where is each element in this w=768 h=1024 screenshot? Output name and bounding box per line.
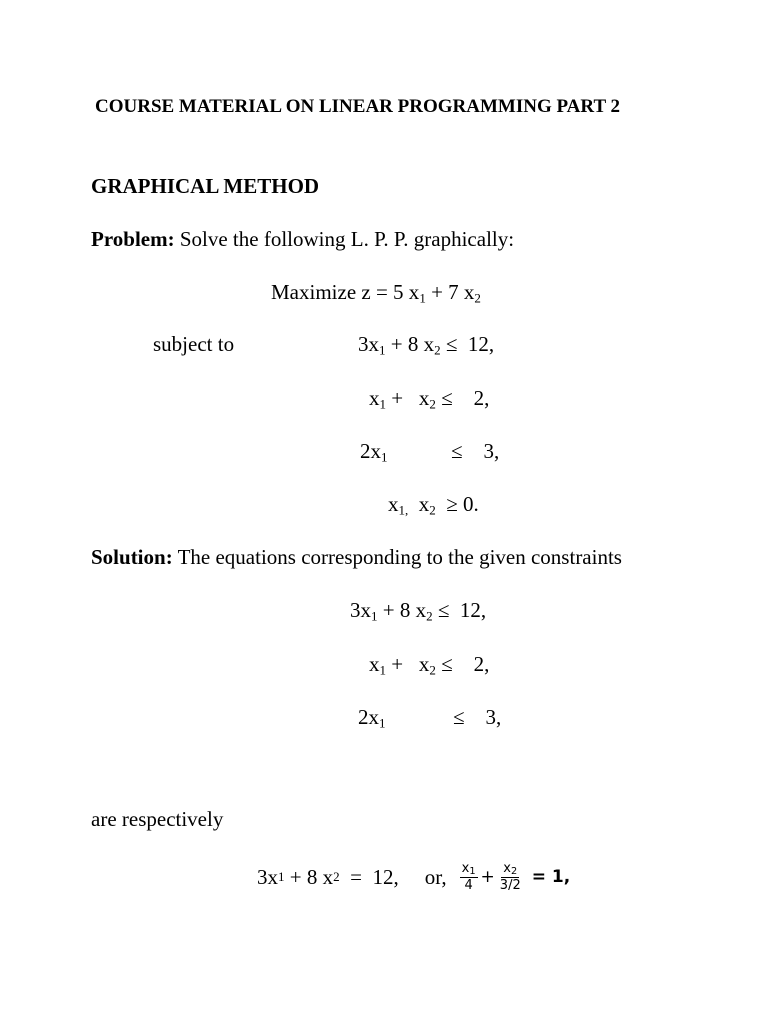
constraint-sub: 1 — [379, 715, 386, 731]
constraint-3 — [360, 439, 388, 465]
constraint-sub: 1 — [379, 342, 386, 358]
constraint-term: + 8 x — [377, 598, 427, 622]
fraction-numerator: x — [461, 860, 470, 876]
solution-constraint-1 — [350, 598, 487, 624]
plus-sign: + — [480, 866, 495, 887]
solution-constraint-3 — [358, 705, 386, 731]
nonneg-term: x — [408, 492, 430, 516]
constraint-rhs: ≤ 12, — [432, 598, 487, 622]
objective-sub2: 2 — [474, 290, 481, 306]
fraction-numerator-sub: 2 — [511, 865, 518, 877]
constraint-1 — [358, 332, 495, 358]
constraint-sub: 2 — [426, 608, 433, 624]
constraint-term: 2x — [360, 439, 381, 463]
constraint-3-rhs: ≤ 3, — [451, 439, 500, 463]
constraint-term: + x — [386, 386, 430, 410]
problem-statement — [91, 229, 514, 250]
nonneg-term: x — [388, 492, 399, 516]
constraint-rhs: ≤ 2, — [435, 386, 490, 410]
problem-text: Solve the following L. P. P. graphically: — [174, 227, 515, 251]
solution-constraint-3-rhs: ≤ 3, — [453, 705, 502, 729]
equation-term: 3x — [257, 864, 278, 889]
fraction-denominator: 4 — [464, 877, 473, 893]
equation-result: = 1, — [531, 866, 571, 887]
fraction-x1-over-4 — [460, 862, 478, 892]
objective-sub1: 1 — [419, 290, 426, 306]
nonneg-sub: 1, — [398, 502, 409, 518]
document-title: COURSE MATERIAL ON LINEAR PROGRAMMING PART 2 — [95, 96, 621, 117]
constraint-term: 2x — [358, 705, 379, 729]
constraint-term: 3x — [350, 598, 371, 622]
constraint-sub: 1 — [379, 396, 387, 412]
solution-label: Solution: — [91, 545, 173, 569]
nonneg-sub: 2 — [429, 502, 436, 518]
fraction-denominator: 3/2 — [499, 877, 521, 893]
respectively-text: are respectively — [91, 807, 224, 831]
constraint-term: + 8 x — [385, 332, 435, 356]
or-label: or, — [424, 864, 447, 889]
constraint-term: + x — [386, 652, 430, 676]
equation-rhs: = 12, — [339, 864, 399, 889]
constraint-sub: 1 — [371, 608, 378, 624]
constraint-term: x — [369, 386, 380, 410]
constraint-sub: 2 — [429, 396, 436, 412]
problem-label: Problem: — [91, 227, 175, 251]
nonneg-rhs: ≥ 0. — [435, 492, 479, 516]
constraint-rhs: ≤ 12, — [440, 332, 495, 356]
objective-prefix: Maximize z = 5 x — [271, 280, 420, 304]
nonnegativity-constraint — [388, 492, 479, 518]
equation-1: 3x 1 + 8 x 2 = 12, or, $\frac{x_1}{4}$ + $\frac{x_2}{3/2}$ = 1, — [257, 860, 571, 893]
constraint-2 — [369, 386, 490, 412]
constraint-sub: 1 — [381, 449, 388, 465]
fraction-numerator-sub: 1 — [469, 865, 476, 877]
equation-term: + 8 x — [284, 864, 334, 889]
objective-function — [271, 280, 481, 306]
solution-constraint-2 — [369, 652, 490, 678]
fraction-numerator: x — [503, 860, 511, 876]
solution-statement — [91, 547, 622, 568]
constraint-term: 3x — [358, 332, 379, 356]
objective-mid: + 7 x — [425, 280, 475, 304]
fraction-x2-over-3-2 — [498, 862, 523, 892]
section-heading: GRAPHICAL METHOD — [91, 174, 320, 198]
constraint-sub: 1 — [379, 662, 387, 678]
constraint-term: x — [369, 652, 380, 676]
subject-to-label: subject to — [153, 332, 235, 356]
constraint-sub: 2 — [434, 342, 441, 358]
solution-text: The equations corresponding to the given constraints — [172, 545, 622, 569]
constraint-sub: 2 — [429, 662, 436, 678]
constraint-rhs: ≤ 2, — [435, 652, 490, 676]
